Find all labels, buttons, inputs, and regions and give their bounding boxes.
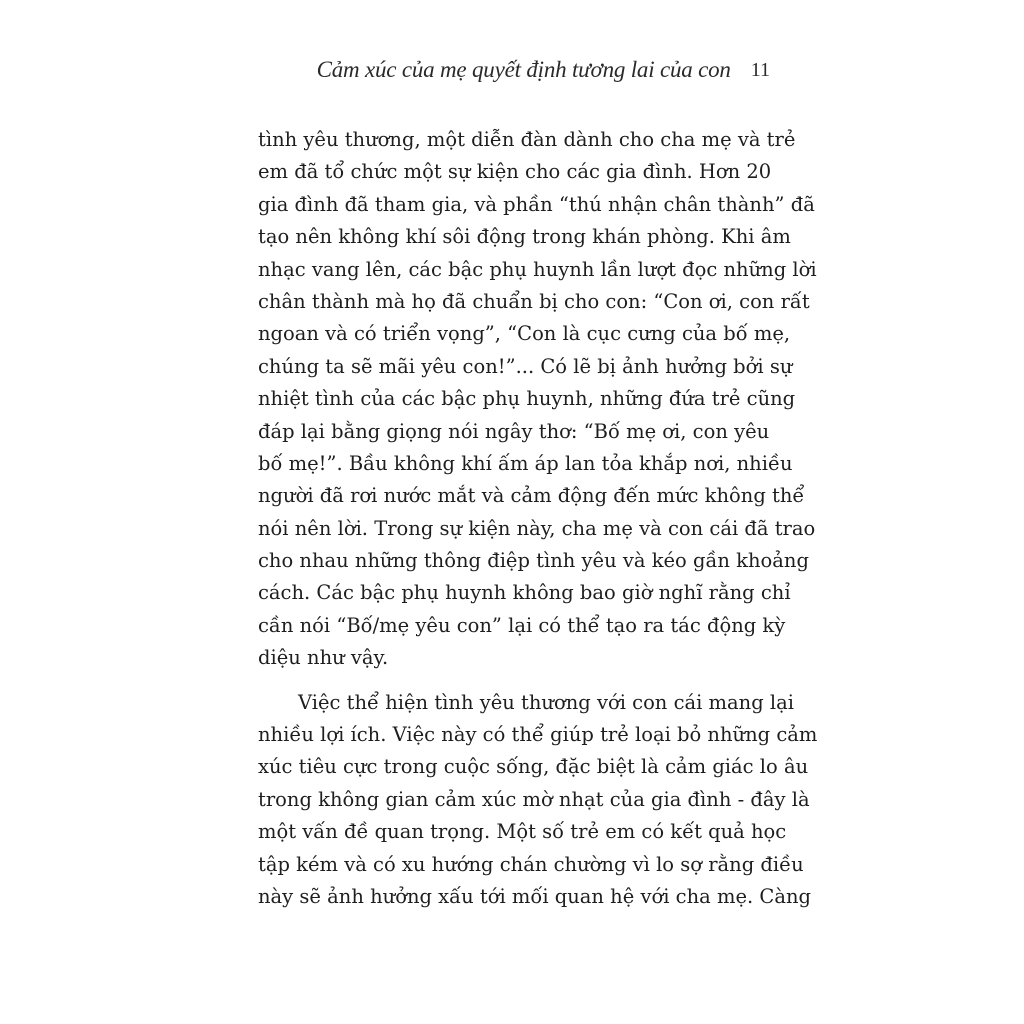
body-text	[258, 124, 818, 913]
text-line: Việc thể hiện tình yêu thương với con cái mang lại	[298, 690, 795, 714]
page-number: 11	[750, 58, 770, 81]
text-line: nói nên lời. Trong sự kiện này, cha mẹ và con cái đã trao	[258, 516, 816, 540]
paragraph	[258, 687, 818, 914]
text-line: tạo nên không khí sôi động trong khán phòng. Khi âm	[258, 225, 791, 249]
text-line: chân thành mà họ đã chuẩn bị cho con: “Con ơi, con rất	[258, 289, 810, 313]
text-line: trong không gian cảm xúc mờ nhạt của gia đình - đây là	[258, 787, 810, 811]
text-line: nhạc vang lên, các bậc phụ huynh lần lượt đọc những lời	[258, 257, 817, 281]
text-line: diệu như vậy.	[258, 646, 389, 670]
text-line: cho nhau những thông điệp tình yêu và kéo gần khoảng	[258, 549, 809, 573]
text-line: tình yêu thương, một diễn đàn dành cho cha mẹ và trẻ	[258, 128, 796, 151]
text-line: người đã rơi nước mắt và cảm động đến mức không thể	[258, 484, 805, 508]
text-line: một vấn đề quan trọng. Một số trẻ em có kết quả học	[258, 820, 787, 844]
paragraph	[258, 124, 817, 675]
text-line: gia đình đã tham gia, và phần “thú nhận chân thành” đã	[258, 192, 815, 216]
chapter-title: Cảm xúc của mẹ quyết định tương lai của con	[316, 57, 731, 82]
text-line: tập kém và có xu hướng chán chường vì lo sợ rằng điều	[258, 852, 804, 876]
text-line: ngoan và có triển vọng”, “Con là cục cưng của bố mẹ,	[258, 322, 791, 346]
paragraph-spacer	[258, 675, 766, 687]
text-line: này sẽ ảnh hưởng xấu tới mối quan hệ với cha mẹ. Càng	[258, 884, 811, 908]
text-line: đáp lại bằng giọng nói ngây thơ: “Bố mẹ ơi, con yêu	[258, 419, 770, 443]
text-line: nhiều lợi ích. Việc này có thể giúp trẻ loại bỏ những cảm	[258, 723, 818, 747]
running-header	[316, 50, 770, 90]
text-line: nhiệt tình của các bậc phụ huynh, những đứa trẻ cũng	[258, 387, 796, 411]
text-line: em đã tổ chức một sự kiện cho các gia đình. Hơn 20	[258, 160, 772, 184]
text-line: chúng ta sẽ mãi yêu con!”... Có lẽ bị ảnh hưởng bởi sự	[258, 354, 793, 378]
text-line: cần nói “Bố/mẹ yêu con” lại có thể tạo ra tác động kỳ	[258, 613, 786, 637]
text-line: bố mẹ!”. Bầu không khí ấm áp lan tỏa khắp nơi, nhiều	[258, 451, 793, 475]
text-line: xúc tiêu cực trong cuộc sống, đặc biệt là cảm giác lo âu	[258, 755, 809, 779]
text-line: cách. Các bậc phụ huynh không bao giờ nghĩ rằng chỉ	[258, 581, 791, 605]
